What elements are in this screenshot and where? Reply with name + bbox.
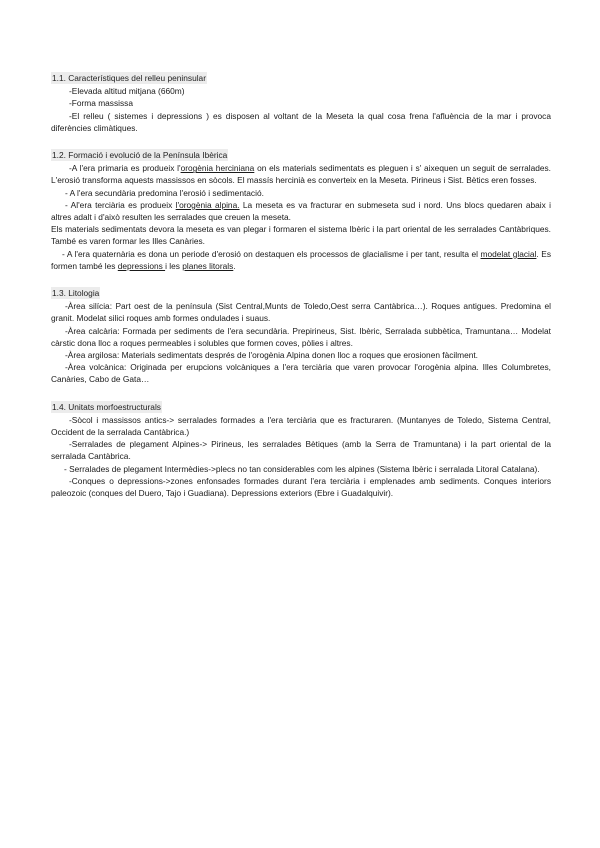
paragraph: -Conques o depressions->zones enfonsades formades durant l'era terciària i emplenades amb sediments. Conques interiors paleozoic (conques del Duero, Tajo i Guadiana). Depressions exteriors (Ebre i Guadalquivir).: [51, 475, 551, 499]
underlined-term: orogènia herciniana: [180, 163, 255, 174]
paragraph: -Elevada altitud mitjana (660m): [69, 86, 185, 97]
paragraph: -Àrea volcànica: Originada per erupcions volcàniques a l'era terciària que varen provocar l'orogènia alpina. Illes Columbretes, Canàries, Cabo de Gata…: [51, 362, 551, 385]
paragraph: Els materials sedimentats devora la meseta es van plegar i formaren el sistema Ibèric i la part oriental de les serralades Cantàbriques. També es varen formar les Illes Canàries.: [51, 224, 551, 247]
paragraph: -Àrea argilosa: Materials sedimentats després de l'orogènia Alpina donen lloc a roques que erosionen fàcilment.: [65, 350, 478, 361]
underlined-term: depressions: [117, 260, 166, 271]
section-heading: 1.1. Característiques del relleu peninsular: [52, 73, 206, 83]
section-heading: 1.3. Litologia: [52, 288, 100, 299]
underlined-term: modelat glacial: [480, 248, 537, 259]
underlined-term: l'orogènia alpina.: [175, 199, 240, 210]
section-heading: 1.2. Formació i evolució de la Península Ibèrica: [52, 150, 228, 161]
paragraph: - Al'era terciària es produeix l'orogènia alpina. La meseta es va fracturar en submeseta sud i nord. Uns blocs quedaren abaix i altres adalt i d'això resulten les serralades que creuen la meseta.: [51, 199, 552, 223]
paragraph: -Àrea calcària: Formada per sediments de l'era secundària. Prepirineus, Sist. Ibèric, Serralada subbètica, Tramuntana… Modelat càrstic dona lloc a roques permeables i solubles que formen coves, pòlies i altres.: [51, 325, 551, 348]
section-formacio: [51, 149, 551, 272]
underlined-term: planes litorals: [182, 260, 234, 271]
paragraph: -Forma massissa: [69, 98, 133, 109]
paragraph: -A l'era primaria es produeix l'orogènia herciniana on els materials sedimentats es pleguen i s' aixequen un seguit de serralades. L'erosió transforma aquests massissos en sòcols. El massís hercinià es converteix en la Meseta. Pirineus i Sist. Bètics eren fosses.: [51, 163, 552, 186]
section-unitats: [51, 401, 551, 500]
paragraph: -Àrea silícia: Part oest de la península (Sist Central,Munts de Toledo,Oest serra Cantàbrica…). Roques antigues. Predomina el granit. Modelat silici roques amb formes ondulades i suaus.: [51, 301, 551, 324]
section-heading: 1.4. Unitats morfoestructurals: [52, 401, 161, 412]
section-litologia: [51, 287, 551, 386]
paragraph: - Serralades de plegament Intermèdies->plecs no tan considerables com les alpines (Sistema Ibèric i serralada Litoral Catalana).: [64, 463, 540, 474]
paragraph: -El relleu ( sistemes i depressions ) es disposen al voltant de la Meseta la qual cosa frena l'afluència de la mar i provoca diferències climàtiques.: [51, 110, 551, 133]
paragraph: -Sòcol i massissos antics-> serralades formades a l'era terciària que es fracturaren. (Muntanyes de Toledo, Sistema Central, Occident de la serralada Cantàbrica.): [51, 414, 551, 438]
document-page: [51, 72, 551, 514]
section-caracteristiques: [51, 72, 551, 134]
paragraph: - A l'era secundària predomina l'erosió i sedimentació.: [65, 187, 264, 198]
paragraph: - A l'era quaternària es dona un periode d'erosió on destaquen els processos de glacialisme i per tant, resulta el modelat glacial. Es formen també les depressions i les planes litorals.: [51, 248, 552, 271]
paragraph: -Serralades de plegament Alpines-> Pirineus, les serralades Bètiques (amb la Serra de Tramuntana) i la part oriental de la serralada Cantàbrica.: [51, 439, 551, 462]
